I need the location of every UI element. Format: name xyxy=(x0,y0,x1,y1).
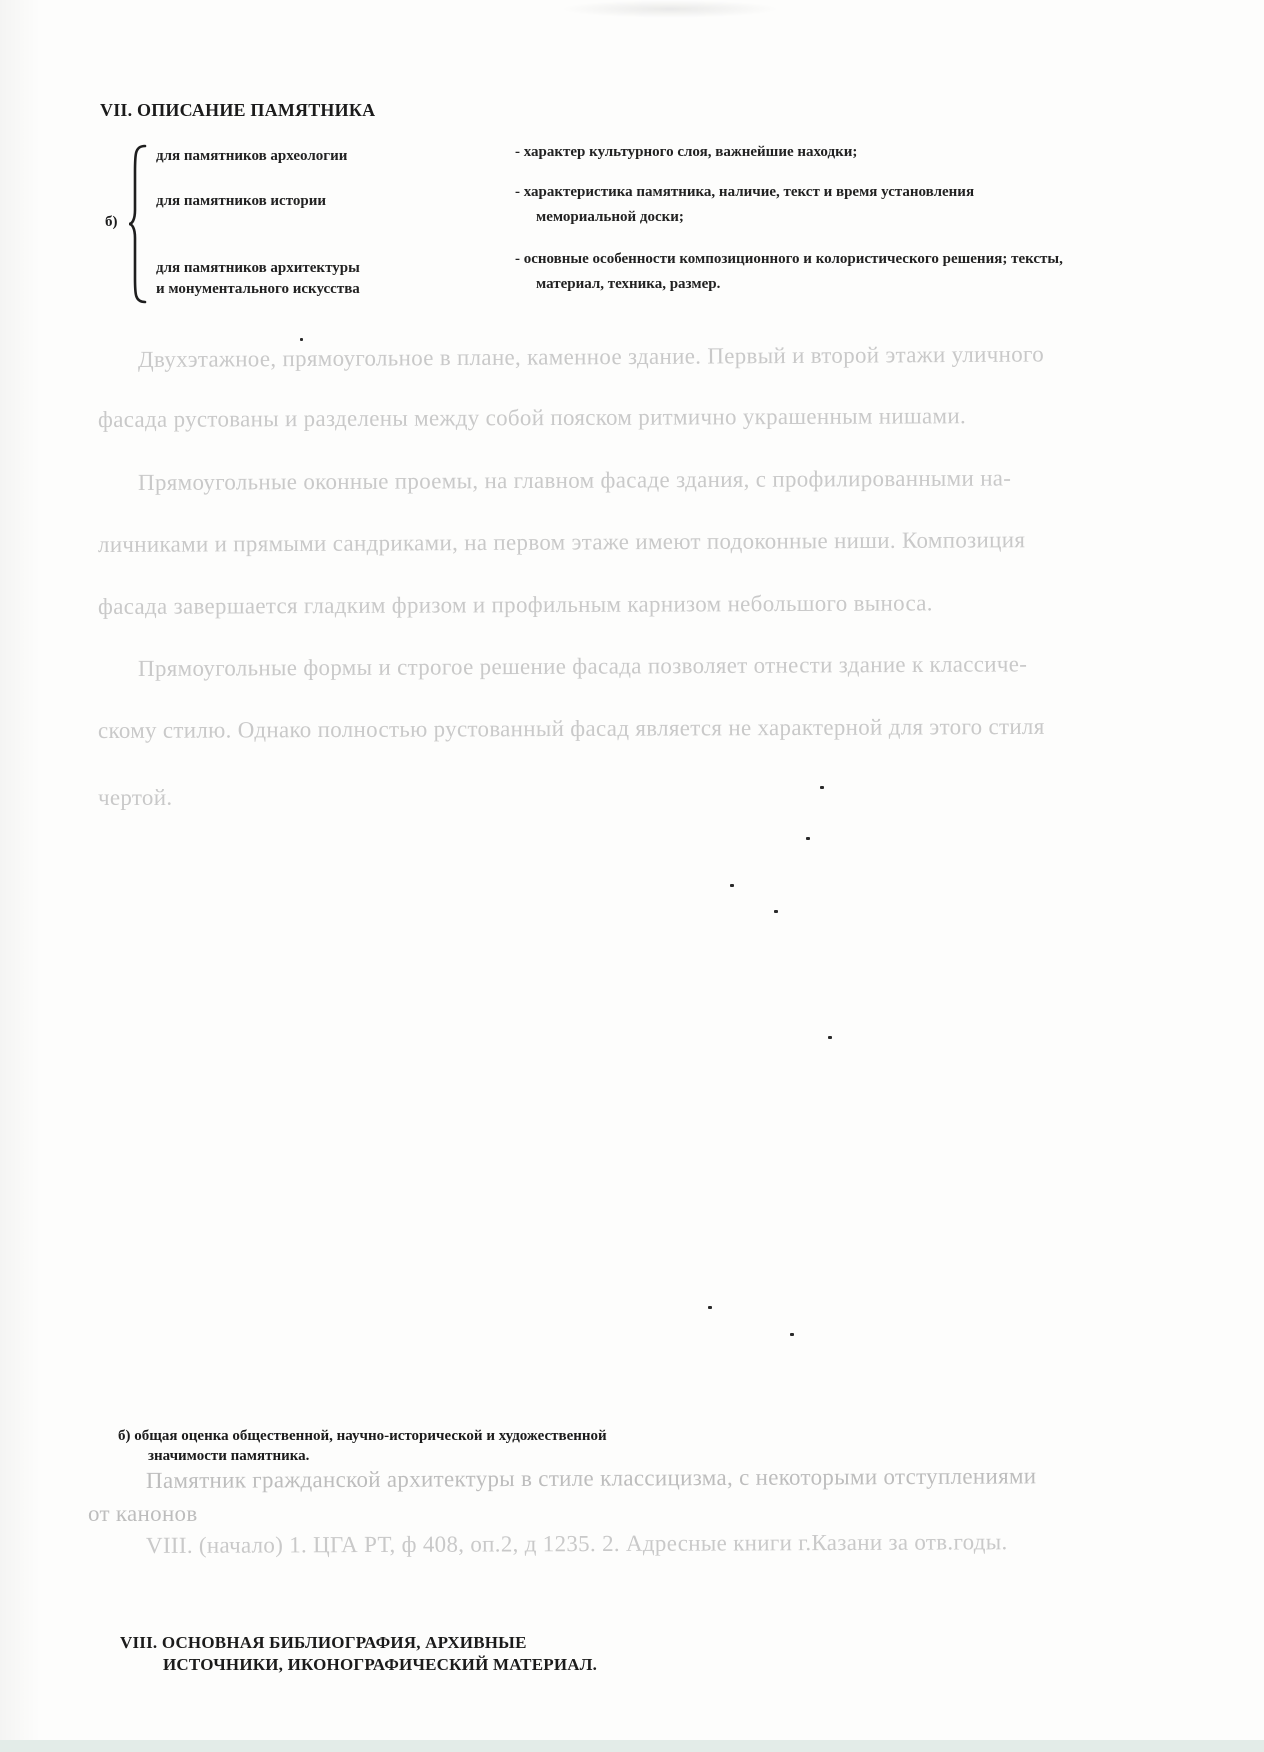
section-8-title xyxy=(120,1632,597,1676)
scan-speck xyxy=(708,1306,712,1309)
scan-speck xyxy=(820,786,824,789)
category-desc-history-line1: - характеристика памятника, наличие, текст и время установления xyxy=(515,184,975,200)
description-line: Прямоугольные формы и строгое решение фасада позволяет отнести здание к классиче- xyxy=(137,651,1028,681)
description-line: Двухэтажное, прямоугольное в плане, каменное здание. Первый и второй этажи уличного xyxy=(137,341,1045,372)
description-line: фасада завершается гладким фризом и профильным карнизом небольшого выноса. xyxy=(97,590,933,619)
scan-speck xyxy=(828,1036,832,1039)
description-line: чертой. xyxy=(98,785,173,810)
scan-top-shadow xyxy=(560,0,780,18)
scan-speck xyxy=(806,837,810,840)
assessment-line: Памятник гражданской архитектуры в стиле классицизма, с некоторыми отступлениями xyxy=(145,1463,1037,1493)
category-label-archaeology: для памятников археологии xyxy=(156,148,348,164)
description-line: личниками и прямыми сандриками, на первом этаже имеют подоконные ниши. Композиция xyxy=(97,527,1026,557)
category-label-architecture-line1: для памятников архитектуры xyxy=(156,260,360,276)
assessment-label xyxy=(118,1426,607,1466)
category-desc-history-line2: мемориальной доски; xyxy=(536,209,684,225)
category-label-architecture-line2: и монументального искусства xyxy=(156,281,360,297)
description-line: Прямоугольные оконные проемы, на главном фасаде здания, с профилированными на- xyxy=(137,465,1012,495)
category-desc-architecture-line1: - основные особенности композиционного и колористического решения; тексты, xyxy=(515,251,1063,267)
assessment-label-line1: б) общая оценка общественной, научно-исторической и художественной xyxy=(118,1428,607,1444)
section-7-title: VII. ОПИСАНИЕ ПАМЯТНИКА xyxy=(100,100,376,120)
scan-bottom-edge xyxy=(0,1740,1264,1752)
section-8-title-line1: VIII. ОСНОВНАЯ БИБЛИОГРАФИЯ, АРХИВНЫЕ xyxy=(120,1633,527,1652)
category-desc-architecture-line2: материал, техника, размер. xyxy=(536,276,721,292)
curly-brace-icon xyxy=(128,144,148,304)
archive-reference-line: VIII. (начало) 1. ЦГА РТ, ф 408, оп.2, д 1235. 2. Адресные книги г.Казани за отв.годы. xyxy=(145,1529,1008,1558)
category-desc-archaeology: - характер культурного слоя, важнейшие находки; xyxy=(515,144,858,160)
scan-speck xyxy=(730,884,734,887)
scan-speck xyxy=(300,338,303,341)
description-line: скому стилю. Однако полностью рустованный фасад является не характерной для этого стиля xyxy=(97,713,1045,743)
scan-speck xyxy=(790,1333,794,1336)
category-label-history: для памятников истории xyxy=(156,193,327,209)
scan-speck xyxy=(774,910,778,913)
sub-letter-b: б) xyxy=(105,214,118,230)
section-8-title-line2: ИСТОЧНИКИ, ИКОНОГРАФИЧЕСКИЙ МАТЕРИАЛ. xyxy=(163,1655,598,1674)
assessment-label-line2: значимости памятника. xyxy=(148,1448,310,1464)
description-line: фасада рустованы и разделены между собой пояском ритмично украшенным нишами. xyxy=(97,403,967,432)
assessment-line: от канонов xyxy=(88,1501,198,1526)
scan-left-edge xyxy=(0,0,40,1752)
